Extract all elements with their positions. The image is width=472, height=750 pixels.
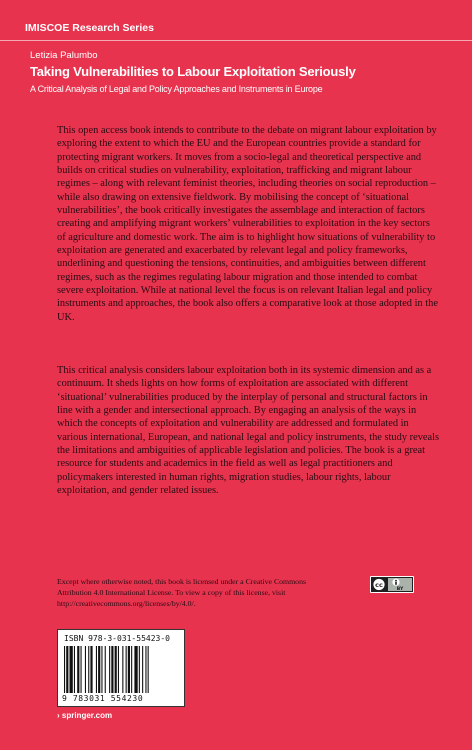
isbn-barcode — [57, 629, 185, 707]
barcode-bar — [131, 646, 132, 693]
barcode-bar — [118, 646, 119, 693]
barcode-bar — [98, 646, 100, 693]
barcode-bar — [126, 646, 127, 693]
barcode-bar — [64, 646, 65, 693]
barcode-bar — [101, 646, 102, 693]
publisher-link[interactable]: › springer.com — [57, 711, 113, 720]
barcode-bar — [74, 646, 75, 693]
barcode-bar — [111, 646, 113, 693]
cc-by-license-badge[interactable] — [370, 576, 414, 593]
book-subtitle: A Critical Analysis of Legal and Policy Approaches and Instruments in Europe — [30, 84, 323, 94]
barcode-bar — [90, 646, 92, 693]
barcode-bar — [88, 646, 89, 693]
barcode-bar — [142, 646, 143, 693]
barcode-bar — [148, 646, 149, 693]
barcode-bar — [70, 646, 73, 693]
book-title: Taking Vulnerabilities to Labour Exploitation Seriously — [30, 64, 356, 79]
barcode-bar — [139, 646, 140, 693]
series-name: IMISCOE Research Series — [25, 22, 154, 34]
creative-commons-icon — [371, 577, 413, 592]
isbn-number: ISBN 978-3-031-55423-0 — [64, 634, 170, 643]
barcode-bar — [77, 646, 79, 693]
barcode-digits: 9 783031 554230 — [62, 694, 144, 703]
barcode-bar — [105, 646, 106, 693]
blurb-paragraph-2: This critical analysis considers labour exploitation both in its systemic dimension and as a continuum. It sheds lights on how forms of exploitation are associated with different ‘situational’ vulnerabilities produced by the interplay of personal and structural factors in line with a gender and intersectional approach. By engaging an analysis of the ways in which the concepts of exploitation and vulnerability are addressed and formulated in various international, European, and national legal and policy instruments, the study reveals the limitations and ambiguities of applicable legislation and policies. The book is a great resource for students and academics in the field as well as legal practitioners and policymakers interested in human rights, migration studies, labour rights, labour exploitation, and gender related issues. — [57, 365, 440, 497]
barcode-bar — [128, 646, 130, 693]
header-divider — [0, 40, 472, 41]
barcode-bar — [134, 646, 137, 693]
cc-by-label: BY — [396, 587, 404, 592]
author-name: Letizia Palumbo — [30, 50, 98, 61]
barcode-bar — [115, 646, 117, 693]
barcode-bars — [64, 646, 178, 693]
license-notice: Except where otherwise noted, this book is licensed under a Creative Commons Attribution 4.0 International License. To view a copy of this license, visit http://creativecommons.org/licenses/by/4.0/. — [57, 577, 307, 608]
barcode-bar — [96, 646, 97, 693]
barcode-bar — [109, 646, 110, 693]
barcode-bar — [145, 646, 146, 693]
barcode-bar — [85, 646, 86, 693]
svg-text:cc: cc — [375, 581, 383, 590]
barcode-bar — [66, 646, 68, 693]
blurb-paragraph-1: This open access book intends to contribute to the debate on migrant labour exploitation by exploring the extent to which the EU and the European countries provide a standard for protecting migrant workers. It moves from a socio-legal and theoretical perspective and builds on critical studies on vulnerability, exploitation, trafficking and migrant labour regimes – along with relevant feminist theories, including theories on social reproduction – while also drawing on extensive fieldwork. By mobilising the concept of ‘situational vulnerabilities’, the book critically investigates the assemblage and interaction of factors creating and amplifying migrant workers’ vulnerabilities to exploitation in the key sectors of agriculture and domestic work. The aim is to highlight how situations of vulnerability to exploitation are generated and exacerbated by relevant legal and policy frameworks, underlining and questioning the tensions, continuities, and ambiguities between different regimes, such as the regimes regulating labour migration and those intended to combat severe exploitation. While at national level the focus is on relevant Italian legal and policy instruments and approaches, the book also offers a comparative look at those adopted in the UK. — [57, 125, 438, 323]
barcode-bar — [122, 646, 123, 693]
barcode-bar — [81, 646, 82, 693]
